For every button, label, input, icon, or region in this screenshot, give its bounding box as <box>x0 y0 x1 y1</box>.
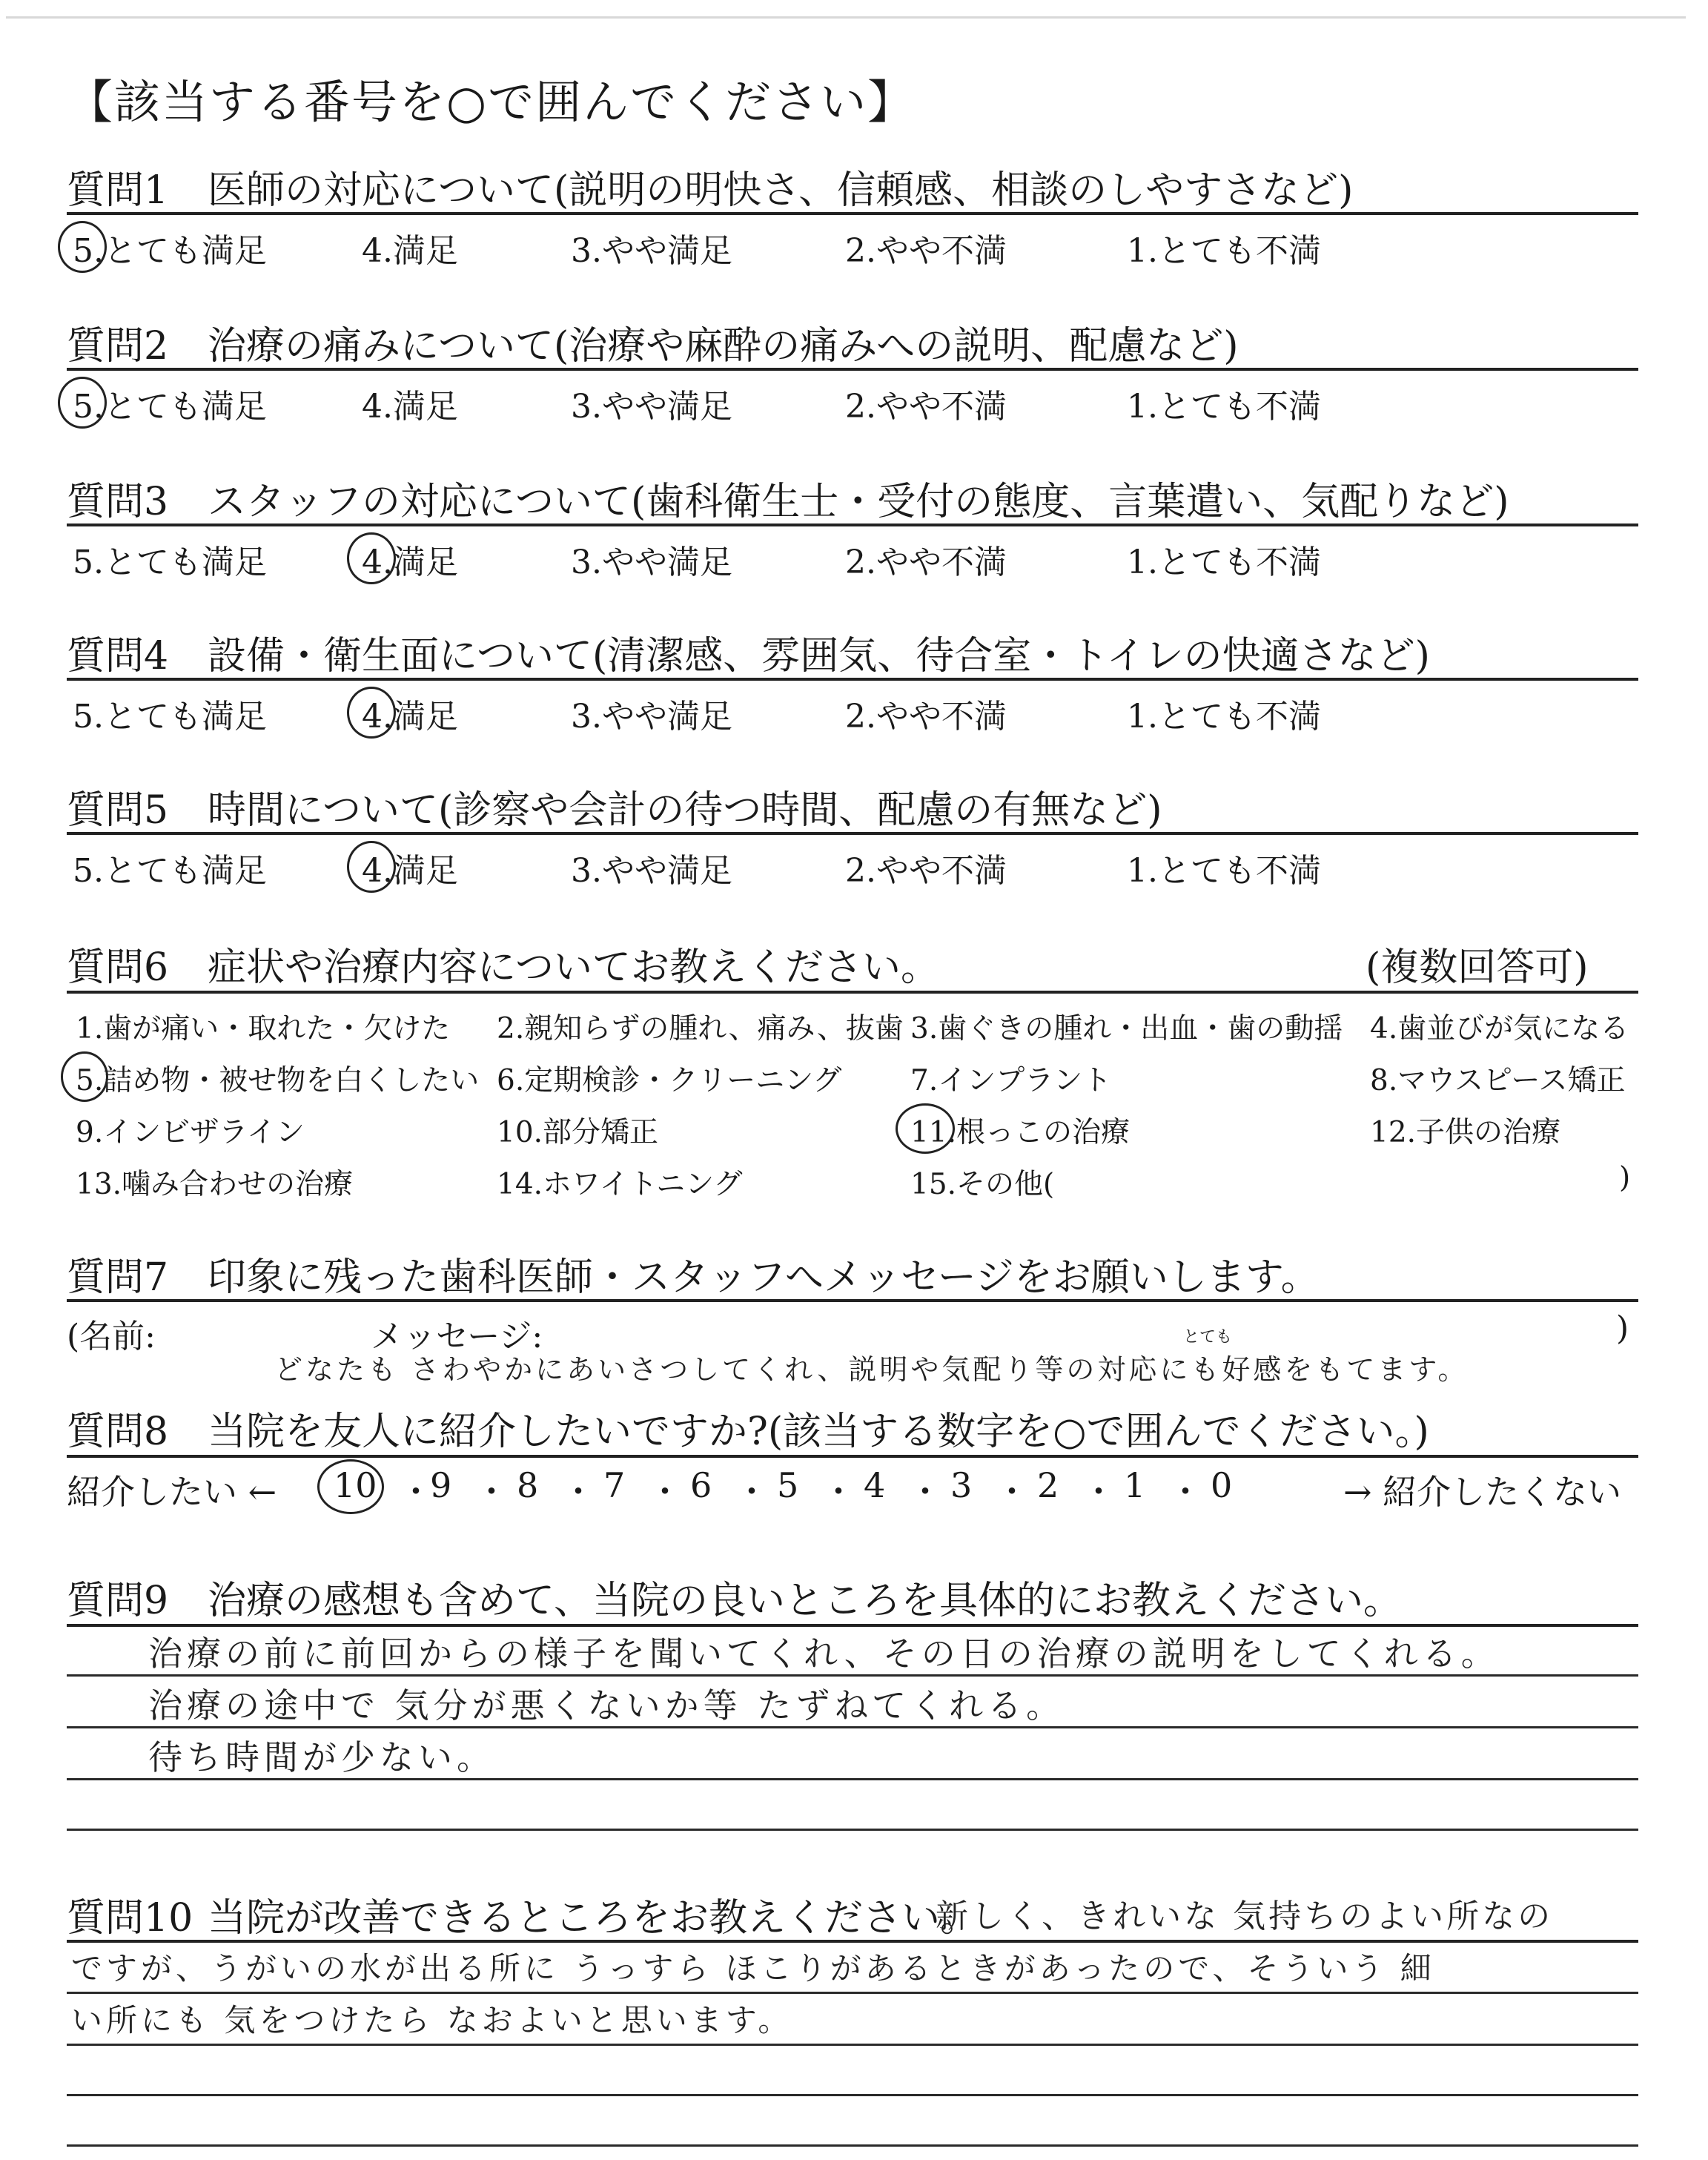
question-4-rule <box>67 678 1638 681</box>
handwritten-answer-line: 待ち時間が少ない。 <box>148 1737 495 1777</box>
rating-option[interactable]: 4.満足 <box>362 852 458 890</box>
scale-separator-dot: ・ <box>399 1472 433 1512</box>
recommend-score[interactable]: 9 <box>430 1465 452 1505</box>
question-text: 当院を友人に紹介したいですか?(該当する数字を○で囲んでください。) <box>208 1410 1429 1454</box>
rating-option[interactable]: 5.とても満足 <box>73 544 267 581</box>
question-7-title <box>67 1246 1320 1301</box>
page-top-edge <box>6 16 1686 19</box>
handwritten-message-tail: も好感をもてます。 <box>1191 1353 1469 1386</box>
question-number: 質問8 <box>67 1410 169 1454</box>
recommend-left-label: 紹介したい ← <box>67 1472 277 1512</box>
recommend-score[interactable]: 0 <box>1211 1465 1233 1505</box>
rating-option[interactable]: 3.やや満足 <box>571 232 732 270</box>
answer-line <box>67 2144 1638 2147</box>
rating-option[interactable]: 4.満足 <box>362 388 458 426</box>
scale-separator-dot: ・ <box>561 1472 595 1512</box>
handwritten-insert: とても <box>1183 1328 1233 1347</box>
question-number: 質問1 <box>67 168 169 213</box>
recommend-score[interactable]: 2 <box>1037 1465 1059 1505</box>
question-10-rule <box>67 1940 1638 1943</box>
rating-option[interactable]: 5.とても満足 <box>73 232 267 270</box>
handwritten-answer-line: い所にも 気をつけたら なおよいと思います。 <box>71 2002 793 2038</box>
recommend-score[interactable]: 3 <box>950 1465 973 1505</box>
scale-separator-dot: ・ <box>995 1472 1029 1512</box>
symptom-option[interactable]: 14.ホワイトニング <box>497 1168 743 1201</box>
question-text: 当院が改善できるところをお教えください。 <box>208 1896 979 1941</box>
question-number: 質問5 <box>67 788 169 833</box>
message-label: メッセージ: <box>371 1318 543 1355</box>
answer-circle-mark <box>61 1051 108 1102</box>
question-number: 質問3 <box>67 480 169 524</box>
rating-option[interactable]: 2.やや不満 <box>845 852 1007 890</box>
answer-circle-mark <box>58 221 107 273</box>
handwritten-message[interactable] <box>274 1347 1469 1387</box>
rating-option[interactable]: 2.やや不満 <box>845 544 1007 581</box>
answer-circle-mark <box>347 841 396 893</box>
scale-separator-dot: ・ <box>1082 1472 1116 1512</box>
recommend-right-label: → 紹介したくない <box>1343 1472 1622 1512</box>
rating-option[interactable]: 4.満足 <box>362 544 458 581</box>
question-4-title <box>67 624 1430 680</box>
question-3-rule <box>67 524 1638 526</box>
symptom-option[interactable]: 12.子供の治療 <box>1370 1116 1561 1149</box>
page-heading: 【該当する番号を○で囲んでください】 <box>67 75 916 129</box>
symptom-option[interactable]: 6.定期検診・クリーニング <box>497 1064 842 1097</box>
scale-separator-dot: ・ <box>821 1472 855 1512</box>
rating-option[interactable]: 3.やや満足 <box>571 698 732 736</box>
scale-separator-dot: ・ <box>648 1472 682 1512</box>
recommend-score[interactable]: 4 <box>864 1465 886 1505</box>
recommend-score[interactable]: 5 <box>777 1465 799 1505</box>
question-5-rule <box>67 832 1638 835</box>
question-1-title <box>67 159 1353 214</box>
handwritten-message-text: どなたも さわやかにあいさつしてくれ、説明や気配り等の対応に <box>274 1353 1191 1386</box>
message-close-paren: ) <box>1616 1309 1629 1347</box>
symptom-option[interactable]: 4.歯並びが気になる <box>1370 1012 1629 1046</box>
question-number: 質問2 <box>67 324 169 369</box>
scale-separator-dot: ・ <box>908 1472 942 1512</box>
question-number: 質問6 <box>67 945 169 990</box>
answer-line <box>67 1992 1638 1994</box>
question-6-title <box>67 936 939 991</box>
symptom-option[interactable]: 7.インプラント <box>910 1064 1112 1097</box>
rating-option[interactable]: 2.やや不満 <box>845 232 1007 270</box>
question-8-title <box>67 1400 1429 1456</box>
rating-option[interactable]: 1.とても不満 <box>1127 388 1321 426</box>
question-7-rule <box>67 1299 1638 1302</box>
question-6-rule <box>67 991 1638 994</box>
question-10-title <box>67 1886 979 1942</box>
recommend-score[interactable]: 7 <box>603 1465 626 1505</box>
symptom-option[interactable]: 11.根っこの治療 <box>910 1116 1131 1149</box>
answer-circle-mark <box>347 687 396 739</box>
recommend-score[interactable]: 6 <box>690 1465 712 1505</box>
symptom-option[interactable]: 2.親知らずの腫れ、痛み、抜歯 <box>497 1012 904 1046</box>
answer-line <box>67 1829 1638 1831</box>
symptom-option[interactable]: 15.その他( <box>910 1168 1055 1201</box>
rating-option[interactable]: 5.とても満足 <box>73 388 267 426</box>
symptom-option[interactable]: 5.詰め物・被せ物を白くしたい <box>76 1064 480 1097</box>
name-label: (名前: <box>67 1318 156 1355</box>
recommend-score[interactable]: 1 <box>1124 1465 1146 1505</box>
symptom-option[interactable]: 8.マウスピース矯正 <box>1370 1064 1626 1097</box>
question-8-rule <box>67 1455 1638 1458</box>
rating-option[interactable]: 4.満足 <box>362 232 458 270</box>
handwritten-answer-line: 治療の前に前回からの様子を聞いてくれ、その日の治療の説明をしてくれる。 <box>148 1634 1500 1674</box>
question-3-title <box>67 470 1509 526</box>
rating-option[interactable]: 3.やや満足 <box>571 852 732 890</box>
symptom-option[interactable]: 3.歯ぐきの腫れ・出血・歯の動揺 <box>910 1012 1343 1046</box>
question-text: スタッフの対応について(歯科衛生士・受付の態度、言葉遣い、気配りなど) <box>208 480 1509 524</box>
rating-option[interactable]: 2.やや不満 <box>845 388 1007 426</box>
scale-separator-dot: ・ <box>1168 1472 1202 1512</box>
rating-option[interactable]: 3.やや満足 <box>571 544 732 581</box>
question-9-title <box>67 1569 1402 1625</box>
symptom-option[interactable]: 9.インビザライン <box>76 1116 305 1149</box>
question-text: 時間について(診察や会計の待つ時間、配慮の有無など) <box>208 788 1162 833</box>
question-text: 医師の対応について(説明の明快さ、信頼感、相談のしやすさなど) <box>208 168 1354 213</box>
question-text: 治療の痛みについて(治療や麻酔の痛みへの説明、配慮など) <box>208 324 1239 369</box>
handwritten-answer-line: 治療の途中で 気分が悪くないか等 たずねてくれる。 <box>148 1685 1065 1725</box>
question-1-rule <box>67 212 1638 215</box>
question-number: 質問4 <box>67 634 169 678</box>
question-2-title <box>67 314 1239 370</box>
other-close-paren: ) <box>1619 1161 1631 1195</box>
rating-option[interactable]: 5.とても満足 <box>73 698 267 736</box>
answer-line <box>67 2094 1638 2096</box>
answer-circle-mark <box>347 532 396 584</box>
rating-option[interactable]: 2.やや不満 <box>845 698 1007 736</box>
question-text: 治療の感想も含めて、当院の良いところを具体的にお教えください。 <box>208 1579 1402 1623</box>
answer-line <box>67 2044 1638 2046</box>
answer-circle-mark <box>317 1459 384 1514</box>
handwritten-inline-answer: 新しく、きれいな 気持ちのよい所なの <box>936 1898 1554 1935</box>
rating-option[interactable]: 1.とても不満 <box>1127 544 1321 581</box>
symptom-option[interactable]: 13.噛み合わせの治療 <box>76 1168 354 1201</box>
rating-option[interactable]: 4.満足 <box>362 698 458 736</box>
question-number: 質問9 <box>67 1579 169 1623</box>
scale-separator-dot: ・ <box>474 1472 509 1512</box>
question-2-rule <box>67 368 1638 371</box>
answer-circle-mark <box>896 1103 955 1154</box>
symptom-option[interactable]: 10.部分矯正 <box>497 1116 659 1149</box>
recommend-score[interactable]: 8 <box>517 1465 539 1505</box>
rating-option[interactable]: 1.とても不満 <box>1127 698 1321 736</box>
recommend-score[interactable]: 10 <box>334 1465 377 1505</box>
scale-separator-dot: ・ <box>735 1472 769 1512</box>
question-number: 質問7 <box>67 1255 169 1300</box>
handwritten-answer-line: ですが、うがいの水が出る所に うっすら ほこりがあるときがあったので、そういう 細 <box>71 1950 1435 1986</box>
rating-option[interactable]: 3.やや満足 <box>571 388 732 426</box>
answer-circle-mark <box>58 377 107 429</box>
question-text: 設備・衛生面について(清潔感、雰囲気、待合室・トイレの快適さなど) <box>208 634 1430 678</box>
question-number: 質問10 <box>67 1896 193 1941</box>
question-text: 印象に残った歯科医師・スタッフへメッセージをお願いします。 <box>208 1255 1320 1300</box>
rating-option[interactable]: 1.とても不満 <box>1127 232 1321 270</box>
rating-option[interactable]: 5.とても満足 <box>73 852 267 890</box>
multiple-answers-note: (複数回答可) <box>1366 945 1589 990</box>
symptom-option[interactable]: 1.歯が痛い・取れた・欠けた <box>76 1012 451 1046</box>
question-text: 症状や治療内容についてお教えください。 <box>208 945 939 990</box>
question-5-title <box>67 779 1162 834</box>
rating-option[interactable]: 1.とても不満 <box>1127 852 1321 890</box>
